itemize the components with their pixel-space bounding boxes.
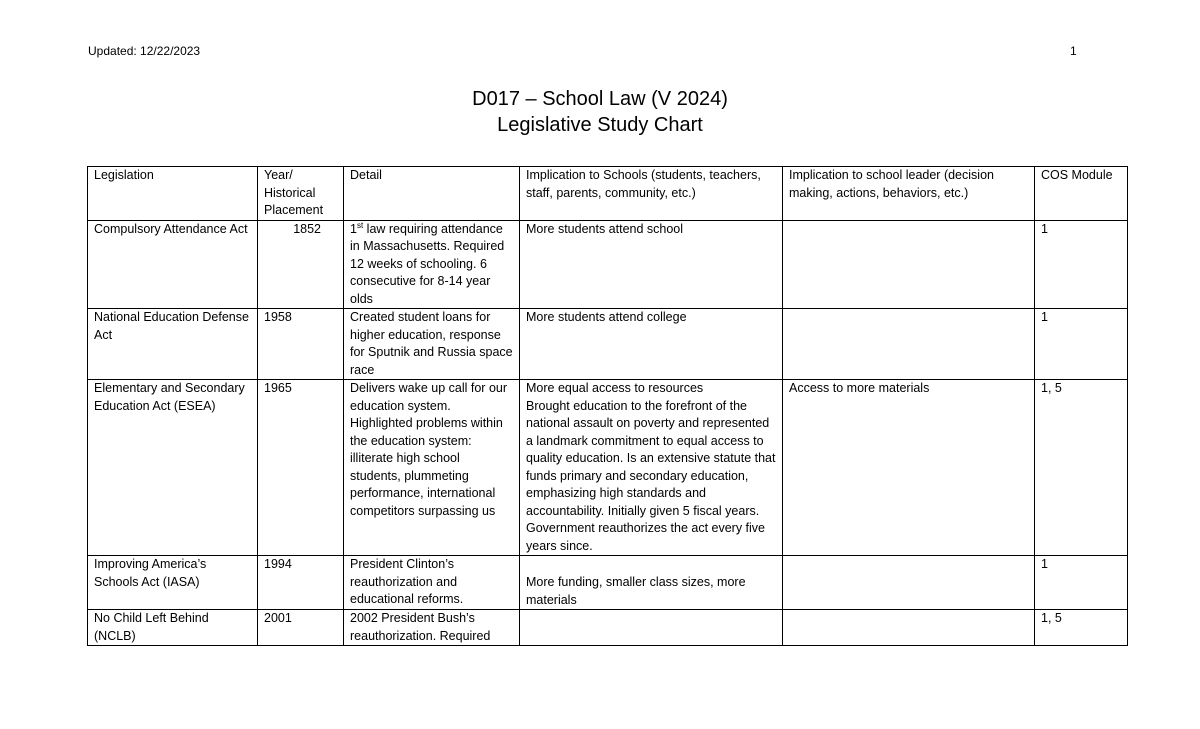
- cell-legislation: Improving America’s Schools Act (IASA): [88, 556, 258, 610]
- header-implication-schools: Implication to Schools (students, teachers, staff, parents, community, etc.): [520, 167, 783, 221]
- title-line-1: D017 – School Law (V 2024): [472, 88, 728, 110]
- cell-cos-module: 1: [1035, 220, 1128, 309]
- cell-year: 1958: [258, 309, 344, 380]
- table-row: [88, 610, 1128, 646]
- updated-date: Updated: 12/22/2023: [88, 44, 201, 58]
- header-implication-leader: Implication to school leader (decision making, actions, behaviors, etc.): [783, 167, 1035, 221]
- table-row: [88, 220, 1128, 309]
- header-cos-module: COS Module: [1035, 167, 1128, 221]
- page-number: 1: [1070, 44, 1077, 58]
- table-header-row: [88, 167, 1128, 221]
- cell-cos-module: 1: [1035, 556, 1128, 610]
- implication-line-1: More equal access to resources: [526, 381, 704, 395]
- cell-implication-leader: [783, 220, 1035, 309]
- cell-legislation: Compulsory Attendance Act: [88, 220, 258, 309]
- legislative-study-table: [87, 166, 1128, 646]
- header-year: Year/ Historical Placement: [258, 167, 344, 221]
- cell-legislation: No Child Left Behind (NCLB): [88, 610, 258, 646]
- cell-implication-schools: [520, 610, 783, 646]
- cell-legislation: Elementary and Secondary Education Act (ESEA): [88, 380, 258, 556]
- cell-year: 1994: [258, 556, 344, 610]
- detail-ordinal-suffix: st: [356, 220, 364, 230]
- cell-year: 2001: [258, 610, 344, 646]
- table-row: [88, 309, 1128, 380]
- cell-legislation: National Education Defense Act: [88, 309, 258, 380]
- cell-cos-module: 1, 5: [1035, 380, 1128, 556]
- cell-year: 1852: [258, 220, 344, 309]
- cell-implication-schools: More funding, smaller class sizes, more materials: [520, 556, 783, 610]
- cell-detail: President Clinton’s reauthorization and educational reforms.: [344, 556, 520, 610]
- cell-detail: Delivers wake up call for our education system. Highlighted problems within the education system: illiterate high school students, plummeting performance, international competitors surpassing us: [344, 380, 520, 556]
- cell-implication-schools: More students attend college: [520, 309, 783, 380]
- implication-line-2: Brought education to the forefront of the national assault on poverty and represented a landmark commitment to equal access to quality education. Is an extensive statute that funds primary and secondary education, emphasizing high standards and accountability. Initially given 5 fiscal years. Government reauthorizes the act every five years since.: [526, 398, 776, 553]
- cell-implication-schools: More students attend school: [520, 220, 783, 309]
- title-line-2: Legislative Study Chart: [497, 114, 703, 136]
- cell-implication-leader: Access to more materials: [783, 380, 1035, 556]
- cell-implication-leader: [783, 610, 1035, 646]
- cell-detail: Created student loans for higher education, response for Sputnik and Russia space race: [344, 309, 520, 380]
- detail-ordinal: 1: [350, 221, 357, 236]
- cell-implication-leader: [783, 556, 1035, 610]
- cell-year: 1965: [258, 380, 344, 556]
- cell-implication-leader: [783, 309, 1035, 380]
- table-row: [88, 556, 1128, 610]
- table-row: [88, 380, 1128, 556]
- cell-cos-module: 1, 5: [1035, 610, 1128, 646]
- detail-text: law requiring attendance in Massachusetts. Required 12 weeks of schooling. 6 consecutive for 8-14 year olds: [350, 221, 505, 306]
- cell-implication-schools: [520, 380, 783, 556]
- document-title: [0, 86, 1200, 138]
- header-detail: Detail: [344, 167, 520, 221]
- cell-detail: [344, 220, 520, 309]
- cell-detail: 2002 President Bush’s reauthorization. Required: [344, 610, 520, 646]
- header-legislation: Legislation: [88, 167, 258, 221]
- cell-cos-module: 1: [1035, 309, 1128, 380]
